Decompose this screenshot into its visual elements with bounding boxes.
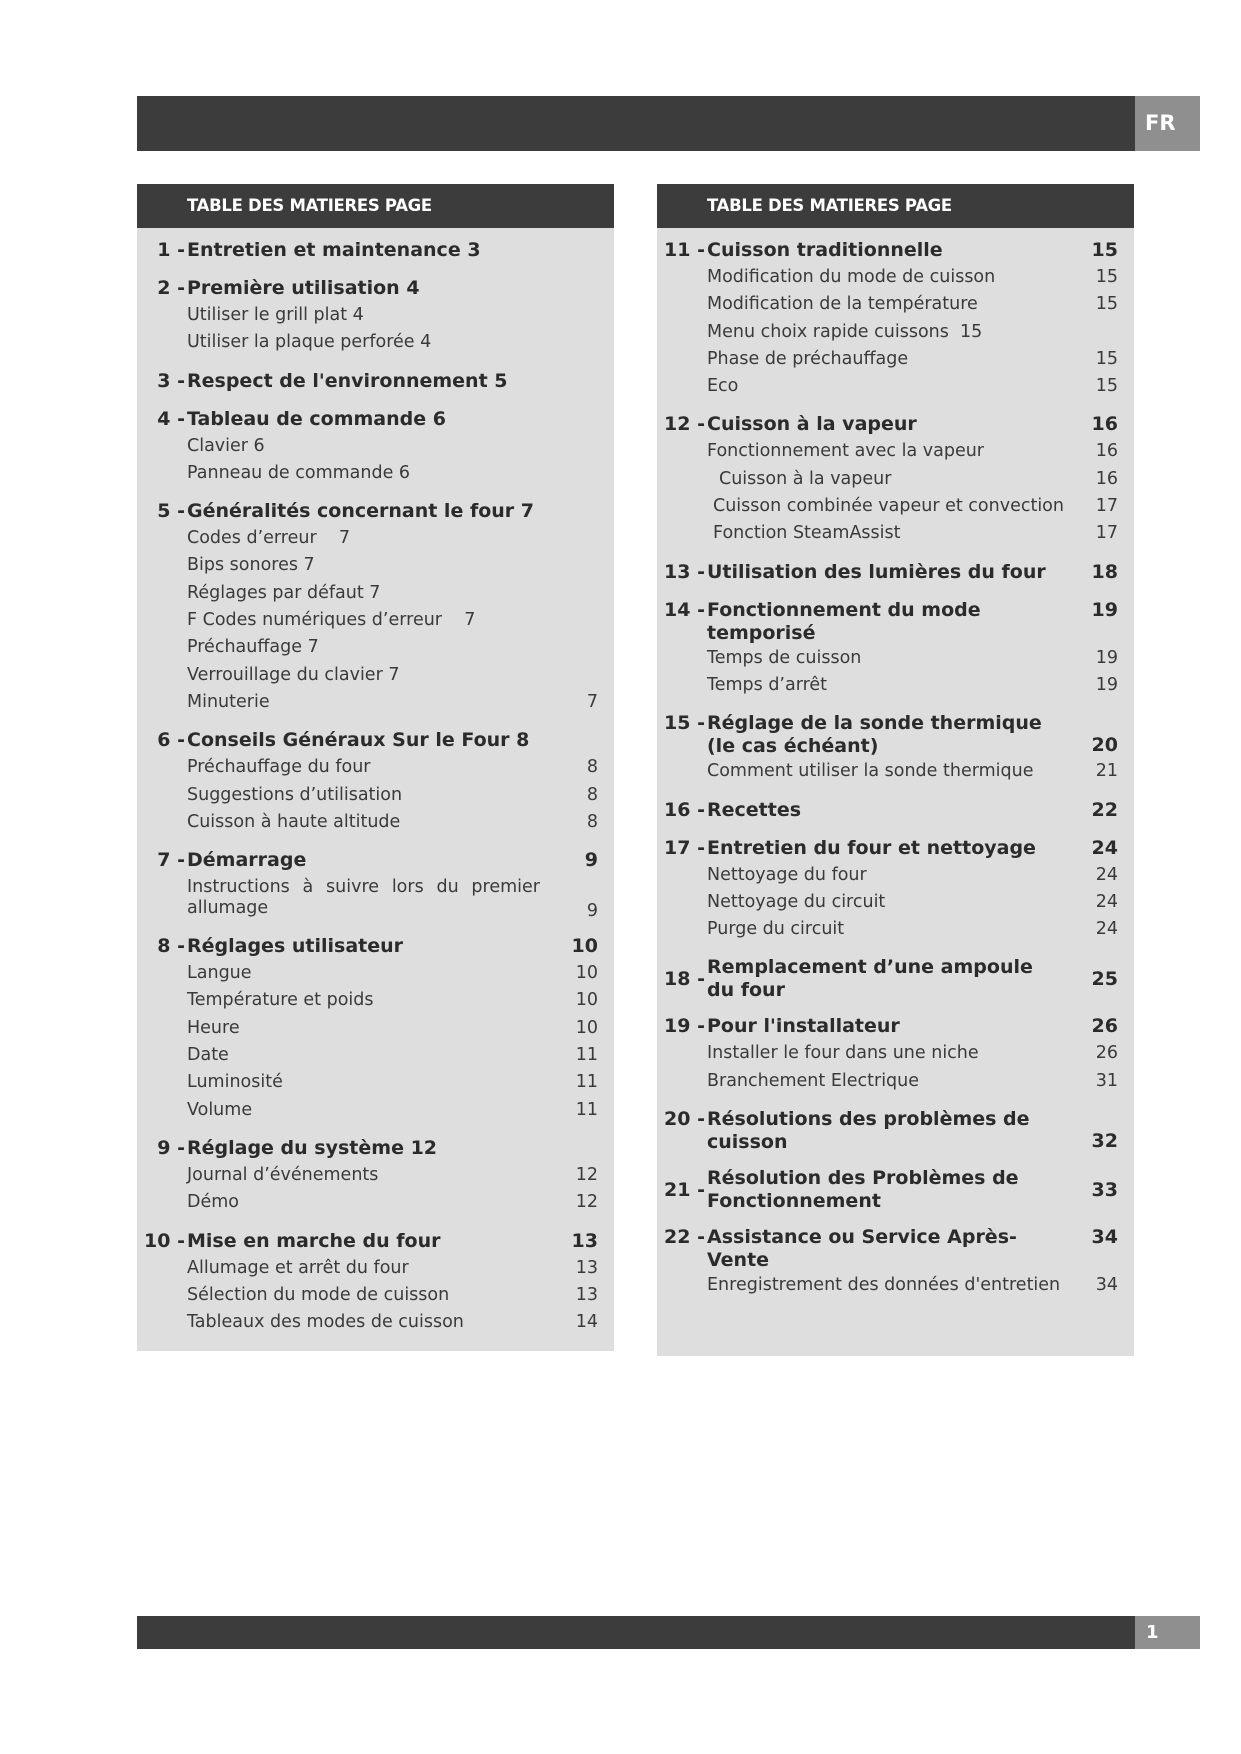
section-title[interactable]: Première utilisation 4 bbox=[187, 277, 420, 299]
section-number: 3 - bbox=[157, 369, 185, 392]
toc-section bbox=[657, 597, 1134, 700]
toc-section bbox=[657, 411, 1134, 547]
item-text: Clavier 6 bbox=[187, 435, 265, 456]
item-text: Utiliser le grill plat 4 bbox=[187, 305, 364, 325]
item-text: Sélection du mode de cuisson bbox=[187, 1284, 450, 1305]
item-page: 10 bbox=[575, 990, 598, 1011]
section-page: 9 bbox=[584, 849, 598, 872]
item-text: Heure bbox=[187, 1017, 240, 1038]
section-title[interactable]: Respect de l'environnement 5 bbox=[187, 369, 508, 392]
toc-item[interactable] bbox=[707, 758, 1118, 785]
item-text: Phase de préchauffage bbox=[707, 348, 909, 369]
item-text: Purge du circuit bbox=[707, 919, 845, 940]
toc-item[interactable] bbox=[187, 689, 598, 716]
toc-section bbox=[657, 954, 1134, 1002]
section-title[interactable]: Démarrage bbox=[187, 849, 307, 872]
toc-section bbox=[657, 237, 1134, 400]
item-text: Fonction SteamAssist bbox=[713, 523, 901, 544]
item-text: Comment utiliser la sonde thermique bbox=[707, 761, 1034, 782]
section-number: 4 - bbox=[157, 407, 185, 430]
item-page: 10 bbox=[575, 1017, 598, 1038]
toc-item[interactable] bbox=[187, 580, 598, 607]
item-text: Installer le four dans une niche bbox=[707, 1043, 979, 1064]
toc-item[interactable] bbox=[187, 1069, 598, 1096]
toc-section bbox=[657, 1013, 1134, 1095]
toc-item[interactable] bbox=[707, 346, 1118, 373]
item-text: Minuterie bbox=[187, 691, 270, 712]
section-title[interactable]: Recettes bbox=[707, 798, 802, 821]
item-text: Allumage et arrêt du four bbox=[187, 1257, 409, 1278]
section-title[interactable]: Conseils Généraux Sur le Four 8 bbox=[187, 729, 530, 752]
item-text: Panneau de commande 6 bbox=[187, 462, 411, 483]
toc-section bbox=[657, 797, 1134, 824]
item-text: Volume bbox=[187, 1099, 253, 1120]
item-page: 13 bbox=[575, 1257, 598, 1278]
toc-item[interactable] bbox=[707, 493, 1118, 520]
section-page: 24 bbox=[1091, 836, 1118, 859]
item-text: Eco bbox=[707, 376, 739, 397]
toc-item[interactable] bbox=[187, 1015, 598, 1042]
section-title[interactable]: Entretien et maintenance 3 bbox=[187, 239, 481, 261]
item-text: Verrouillage du clavier 7 bbox=[187, 664, 400, 685]
toc-section bbox=[137, 1228, 614, 1337]
toc-section bbox=[657, 710, 1134, 785]
toc-item[interactable] bbox=[187, 782, 598, 809]
item-page: 15 bbox=[1095, 267, 1118, 287]
item-page: 8 bbox=[586, 811, 598, 832]
toc-column-left bbox=[137, 184, 614, 1351]
toc-section bbox=[137, 275, 614, 357]
section-number: 14 - bbox=[664, 598, 705, 621]
item-text: Fonctionnement avec la vapeur bbox=[707, 441, 984, 462]
toc-list-left bbox=[137, 228, 614, 1336]
item-text: Modification du mode de cuisson bbox=[707, 267, 996, 287]
toc-item[interactable] bbox=[187, 525, 598, 552]
item-page: 13 bbox=[575, 1284, 598, 1305]
toc-item[interactable] bbox=[187, 460, 598, 487]
item-page: 12 bbox=[575, 1192, 598, 1213]
item-text: Préchauffage du four bbox=[187, 757, 371, 778]
item-text: Nettoyage du circuit bbox=[707, 891, 886, 912]
item-text: Temps de cuisson bbox=[707, 647, 862, 668]
item-page: 8 bbox=[586, 784, 598, 805]
section-number: 12 - bbox=[664, 413, 705, 436]
item-text: Suggestions d’utilisation bbox=[187, 784, 403, 805]
item-page: 15 bbox=[1095, 294, 1118, 315]
section-number: 16 - bbox=[664, 798, 705, 821]
item-text: Menu choix rapide cuissons 15 bbox=[707, 321, 983, 342]
item-page: 34 bbox=[1095, 1275, 1118, 1296]
item-text: Journal d’événements bbox=[187, 1164, 379, 1185]
toc-item[interactable] bbox=[187, 809, 598, 836]
section-number: 15 - bbox=[664, 712, 705, 735]
section-page: 32 bbox=[1091, 1130, 1118, 1153]
toc-item[interactable] bbox=[707, 645, 1118, 672]
section-title[interactable]: Réglages utilisateur bbox=[187, 935, 404, 958]
section-page: 15 bbox=[1091, 239, 1118, 261]
toc-item[interactable] bbox=[187, 1282, 598, 1309]
toc-item[interactable] bbox=[707, 1040, 1118, 1067]
toc-item[interactable] bbox=[187, 1309, 598, 1336]
toc-item[interactable] bbox=[187, 302, 598, 329]
toc-column-right bbox=[657, 184, 1134, 1356]
toc-item[interactable] bbox=[187, 960, 598, 987]
item-page: 24 bbox=[1095, 864, 1118, 885]
toc-section bbox=[137, 933, 614, 1124]
section-number: 17 - bbox=[664, 836, 705, 859]
item-page: 11 bbox=[575, 1072, 598, 1093]
item-text: Cuisson à haute altitude bbox=[187, 811, 401, 832]
section-page: 20 bbox=[1091, 734, 1118, 757]
item-page: 15 bbox=[1095, 348, 1118, 369]
toc-section bbox=[657, 1106, 1134, 1154]
item-page: 12 bbox=[575, 1164, 598, 1185]
section-title[interactable]: Remplacement d’une ampoule du four bbox=[707, 956, 1033, 1002]
toc-item[interactable] bbox=[707, 264, 1118, 291]
item-text: Préchauffage 7 bbox=[187, 637, 319, 658]
toc-section bbox=[657, 1165, 1134, 1213]
item-page: 16 bbox=[1095, 468, 1118, 489]
section-number: 19 - bbox=[664, 1015, 705, 1038]
item-page: 15 bbox=[1095, 376, 1118, 397]
item-text: Temps d’arrêt bbox=[707, 674, 828, 695]
language-tab: FR bbox=[1135, 96, 1200, 151]
section-number: 8 - bbox=[157, 935, 185, 958]
section-number: 6 - bbox=[157, 729, 185, 752]
toc-item[interactable] bbox=[187, 754, 598, 781]
item-text: Cuisson à la vapeur bbox=[719, 468, 892, 489]
toc-item[interactable] bbox=[707, 520, 1118, 547]
item-page: 24 bbox=[1095, 891, 1118, 912]
toc-item[interactable] bbox=[187, 874, 598, 922]
item-text: Langue bbox=[187, 963, 252, 984]
toc-item[interactable] bbox=[187, 1255, 598, 1282]
toc-section bbox=[137, 406, 614, 488]
item-page: 16 bbox=[1095, 441, 1118, 462]
toc-item[interactable] bbox=[707, 889, 1118, 916]
item-text: Tableaux des modes de cuisson bbox=[187, 1312, 464, 1333]
footer-bar bbox=[137, 1616, 1199, 1649]
item-page: 19 bbox=[1095, 647, 1118, 668]
item-text: Nettoyage du four bbox=[707, 864, 867, 885]
item-text: F Codes numériques d’erreur 7 bbox=[187, 610, 476, 631]
toc-item[interactable] bbox=[707, 373, 1118, 400]
section-title[interactable]: Cuisson traditionnelle bbox=[707, 239, 943, 261]
section-page: 25 bbox=[1091, 968, 1118, 991]
item-text: Modification de la température bbox=[707, 294, 978, 315]
section-title[interactable]: Fonctionnement du mode temporisé bbox=[707, 598, 981, 644]
section-title[interactable]: Résolution des Problèmes de Fonctionnement bbox=[707, 1167, 1019, 1213]
section-number: 18 - bbox=[664, 968, 705, 991]
section-number: 20 - bbox=[664, 1108, 705, 1131]
toc-item[interactable] bbox=[187, 662, 598, 689]
item-text: Démo bbox=[187, 1192, 239, 1213]
item-page: 24 bbox=[1095, 919, 1118, 940]
section-title[interactable]: Résolutions des problèmes de cuisson bbox=[707, 1108, 1030, 1154]
section-title[interactable]: Cuisson à la vapeur bbox=[707, 413, 917, 436]
toc-item[interactable] bbox=[187, 1042, 598, 1069]
section-page: 19 bbox=[1091, 598, 1118, 621]
section-number: 10 - bbox=[144, 1229, 185, 1252]
item-text: Luminosité bbox=[187, 1072, 283, 1093]
toc-section bbox=[137, 727, 614, 836]
item-text: Réglages par défaut 7 bbox=[187, 582, 381, 603]
section-page: 10 bbox=[571, 935, 598, 958]
item-text: Date bbox=[187, 1045, 229, 1066]
toc-item[interactable] bbox=[187, 1097, 598, 1124]
toc-item[interactable] bbox=[187, 433, 598, 460]
item-text: Cuisson combinée vapeur et convection bbox=[713, 496, 1064, 517]
section-page: 26 bbox=[1091, 1015, 1118, 1038]
section-title[interactable]: Utilisation des lumières du four bbox=[707, 560, 1046, 583]
item-page: 31 bbox=[1095, 1070, 1118, 1091]
header-bar bbox=[137, 96, 1199, 151]
toc-item[interactable] bbox=[707, 466, 1118, 493]
toc-item[interactable] bbox=[707, 1068, 1118, 1095]
section-number: 13 - bbox=[664, 560, 705, 583]
toc-heading: TABLE DES MATIERES PAGE bbox=[657, 184, 1134, 228]
item-page: 17 bbox=[1095, 496, 1118, 517]
section-title[interactable]: Réglage de la sonde thermique (le cas échéant) bbox=[707, 712, 1042, 758]
section-number: 22 - bbox=[664, 1226, 705, 1249]
section-number: 7 - bbox=[157, 849, 185, 872]
section-title[interactable]: Entretien du four et nettoyage bbox=[707, 836, 1036, 859]
item-page: 11 bbox=[575, 1045, 598, 1066]
toc-list-right bbox=[657, 228, 1134, 1299]
item-text: Température et poids bbox=[187, 990, 374, 1011]
page-number: 1 bbox=[1135, 1616, 1200, 1649]
toc-item[interactable] bbox=[707, 319, 1118, 346]
section-title[interactable]: Tableau de commande 6 bbox=[187, 407, 446, 430]
section-title[interactable]: Réglage du système 12 bbox=[187, 1136, 438, 1159]
item-page: 11 bbox=[575, 1099, 598, 1120]
toc-item[interactable] bbox=[187, 552, 598, 579]
item-page: 21 bbox=[1095, 761, 1118, 782]
section-number: 2 - bbox=[157, 277, 185, 299]
toc-section bbox=[137, 368, 614, 395]
item-page: 10 bbox=[575, 963, 598, 984]
toc-section bbox=[137, 1135, 614, 1217]
section-title[interactable]: Pour l'installateur bbox=[707, 1015, 900, 1038]
section-number: 11 - bbox=[664, 239, 705, 261]
section-number: 1 - bbox=[157, 239, 185, 261]
toc-section bbox=[137, 498, 614, 716]
section-title[interactable]: Généralités concernant le four 7 bbox=[187, 500, 535, 523]
toc-item[interactable] bbox=[707, 1272, 1118, 1299]
section-page: 34 bbox=[1091, 1226, 1118, 1249]
toc-section bbox=[657, 1224, 1134, 1299]
toc-item[interactable] bbox=[187, 1162, 598, 1189]
toc-item[interactable] bbox=[707, 672, 1118, 699]
section-page: 33 bbox=[1091, 1179, 1118, 1202]
toc-item[interactable] bbox=[187, 987, 598, 1014]
section-number: 21 - bbox=[664, 1179, 705, 1202]
section-number: 5 - bbox=[157, 500, 185, 523]
section-title[interactable]: Mise en marche du four bbox=[187, 1229, 441, 1252]
toc-heading: TABLE DES MATIERES PAGE bbox=[137, 184, 614, 228]
toc-item[interactable] bbox=[187, 607, 598, 634]
section-page: 22 bbox=[1091, 798, 1118, 821]
toc-section bbox=[657, 835, 1134, 944]
section-page: 16 bbox=[1091, 413, 1118, 436]
item-page: 7 bbox=[586, 691, 598, 712]
item-page: 26 bbox=[1095, 1043, 1118, 1064]
toc-item[interactable] bbox=[707, 916, 1118, 943]
toc-section bbox=[137, 847, 614, 922]
item-page: 19 bbox=[1095, 674, 1118, 695]
section-title[interactable]: Assistance ou Service Après-Vente bbox=[707, 1226, 1017, 1272]
toc-item[interactable] bbox=[187, 329, 598, 356]
toc-item[interactable] bbox=[707, 438, 1118, 465]
item-text: Branchement Electrique bbox=[707, 1070, 920, 1091]
item-text: Enregistrement des données d'entretien bbox=[707, 1275, 1061, 1296]
section-page: 18 bbox=[1091, 560, 1118, 583]
toc-item[interactable] bbox=[707, 291, 1118, 318]
item-text: Codes d’erreur 7 bbox=[187, 528, 351, 549]
item-page: 14 bbox=[575, 1312, 598, 1333]
item-text: Utiliser la plaque perforée 4 bbox=[187, 332, 432, 353]
toc-item[interactable] bbox=[187, 634, 598, 661]
section-page: 13 bbox=[571, 1229, 598, 1252]
item-page: 9 bbox=[586, 901, 598, 922]
toc-section bbox=[657, 559, 1134, 586]
toc-item[interactable] bbox=[707, 862, 1118, 889]
toc-item[interactable] bbox=[187, 1189, 598, 1216]
item-page: 8 bbox=[586, 757, 598, 778]
item-text: Bips sonores 7 bbox=[187, 555, 315, 576]
item-text: Instructions à suivre lors du premier allumage bbox=[187, 877, 540, 919]
toc-section bbox=[137, 237, 614, 264]
section-number: 9 - bbox=[157, 1136, 185, 1159]
item-page: 17 bbox=[1095, 523, 1118, 544]
